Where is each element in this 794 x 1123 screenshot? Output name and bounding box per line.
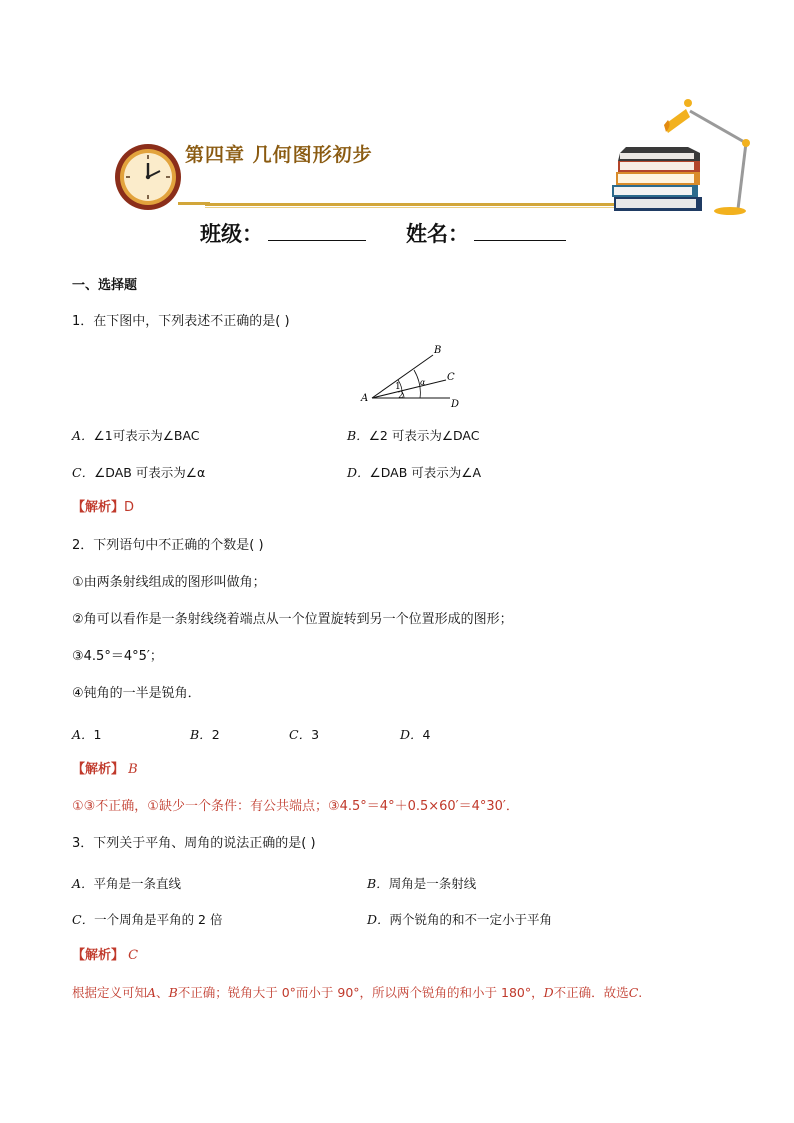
class-field [200,218,366,248]
explanation-text: 根据定义可知 [72,985,148,1000]
fig-label-A: A [361,393,369,404]
q3-option-b[interactable] [367,874,476,892]
fig-angle-2: 2 [398,391,404,401]
option-text: 2 [211,727,220,742]
q2-statement-4: ④钝角的一半是锐角． [72,686,201,701]
option-letter: A． [72,876,94,891]
option-letter: D． [347,465,370,480]
option-letter: A． [72,727,94,742]
option-text: 3 [311,727,320,742]
option-letter: D． [400,727,423,742]
q2-option-a[interactable] [72,725,101,743]
q2-option-c[interactable] [289,725,319,743]
explanation-text: 不正确；锐角大于 0°而小于 90°，所以两个锐角的和小于 180°， [177,985,544,1000]
q2-statement-1: ①由两条射线组成的图形叫做角； [72,575,266,590]
chapter-title: 第四章 几何图形初步 [185,144,373,166]
option-letter: C． [72,465,95,480]
q1-stem: 1．在下图中，下列表述不正确的是( ) [72,314,290,329]
option-text: ∠DAB 可表示为∠A [369,465,481,480]
q3-option-a[interactable] [72,874,181,892]
option-text: 4 [422,727,431,742]
explanation-text: 不正确．故选 [553,985,629,1000]
explanation-letter-a: A [147,985,157,1000]
option-text: 周角是一条射线 [388,876,477,891]
q2-option-d[interactable] [400,725,430,743]
option-letter: C． [289,727,312,742]
desk-lamp-icon [606,95,754,219]
explanation-letter-c: C [628,985,639,1000]
q3-stem: 3．下列关于平角、周角的说法正确的是( ) [72,836,316,851]
header-divider [205,203,621,206]
q2-explanation: ①③不正确，①缺少一个条件：有公共端点；③4.5°＝4°＋0.5×60′＝4°30′． [72,799,519,814]
explanation-text: . [638,985,643,1000]
q1-option-b[interactable] [347,426,480,444]
analysis-label: 【解析】 [72,762,125,777]
q3-analysis [72,948,138,964]
q1-answer: D [124,500,135,515]
q2-analysis [72,762,138,778]
fig-angle-1: 1 [395,382,401,392]
fig-angle-alpha: α [420,378,426,387]
q2-stem: 2．下列语句中不正确的个数是( ) [72,538,264,553]
fig-label-B: B [434,345,442,356]
explanation-letter-d: D [543,985,554,1000]
option-text: ∠DAB 可表示为∠α [94,465,206,480]
q3-answer: C [128,948,139,963]
q3-option-d[interactable] [367,910,552,928]
name-label: 姓名： [406,221,469,246]
option-letter: A． [72,428,94,443]
q1-angle-figure [358,340,468,410]
q2-statement-2: ②角可以看作是一条射线绕着端点从一个位置旋转到另一个位置形成的图形； [72,612,513,627]
q2-answer: B [128,762,138,777]
section-title: 一、选择题 [72,278,138,293]
q3-explanation [72,985,642,1001]
option-letter: B． [190,727,212,742]
analysis-label: 【解析】 [72,948,125,963]
option-letter: C． [72,912,95,927]
option-text: 平角是一条直线 [93,876,182,891]
fig-label-D: D [451,399,460,410]
class-blank[interactable] [268,239,366,241]
name-blank[interactable] [474,239,566,241]
option-text: 1 [93,727,102,742]
explanation-letter-b: B [168,985,178,1000]
class-label: 班级： [200,221,263,246]
option-letter: B． [347,428,369,443]
explanation-text: 、 [156,985,169,1000]
q1-analysis [72,500,134,516]
option-letter: B． [367,876,389,891]
q2-option-b[interactable] [190,725,220,743]
option-text: 两个锐角的和不一定小于平角 [389,912,553,927]
q2-statement-3: ③4.5°＝4°5′； [72,649,163,664]
q1-option-a[interactable] [72,426,200,444]
q1-option-d[interactable] [347,463,481,481]
name-field [406,218,566,248]
books-icon [612,147,702,211]
option-text: ∠2 可表示为∠DAC [368,428,480,443]
q1-option-c[interactable] [72,463,205,481]
option-text: 一个周角是平角的 2 倍 [94,912,223,927]
option-text: ∠1可表示为∠BAC [93,428,200,443]
option-letter: D． [367,912,390,927]
header-divider-thin [205,207,621,208]
q3-option-c[interactable] [72,910,222,928]
fig-label-C: C [447,372,455,383]
analysis-label: 【解析】 [72,500,125,515]
